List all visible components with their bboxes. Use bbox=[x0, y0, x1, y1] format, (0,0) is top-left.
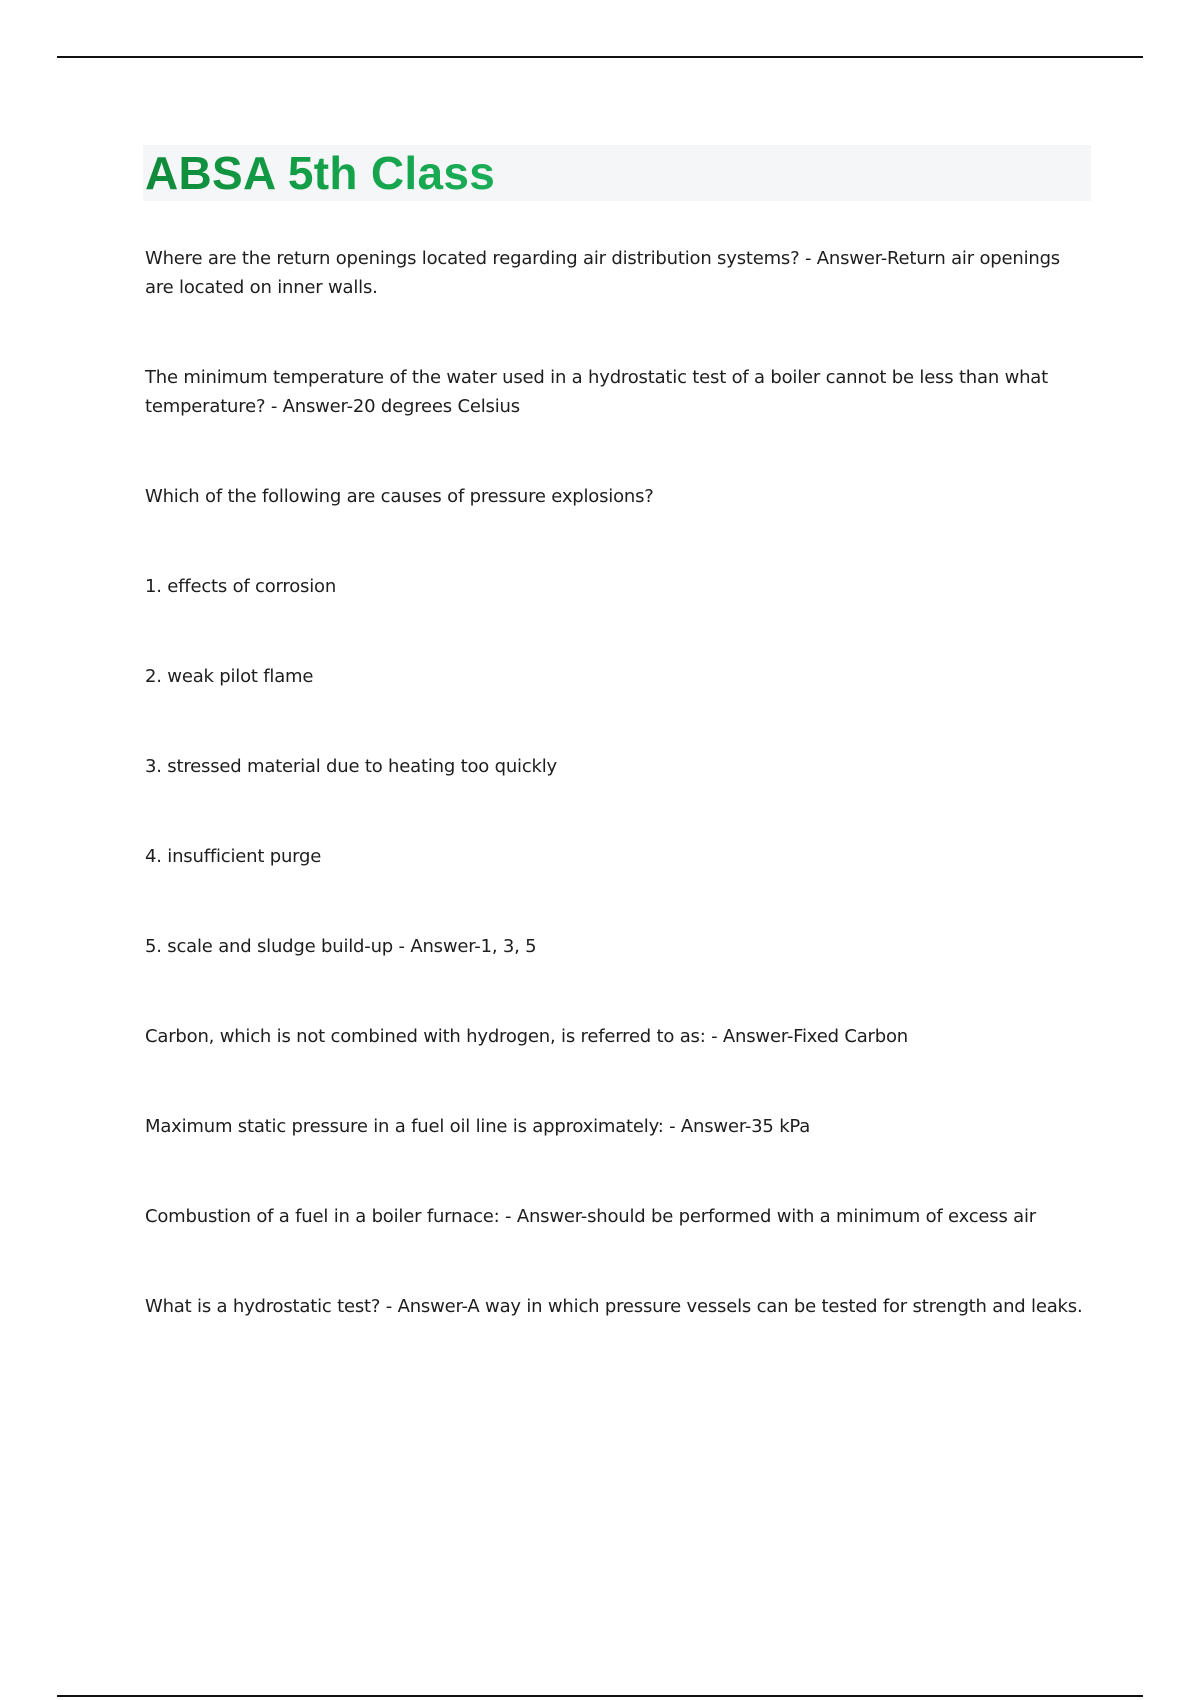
top-rule bbox=[57, 56, 1143, 58]
list-item: 1. effects of corrosion bbox=[145, 576, 337, 597]
list-item: 3. stressed material due to heating too quickly bbox=[145, 756, 558, 777]
bottom-rule bbox=[57, 1695, 1143, 1697]
qa-paragraph: Maximum static pressure in a fuel oil line is approximately: - Answer-35 kPa bbox=[145, 1116, 811, 1137]
list-item: 2. weak pilot flame bbox=[145, 666, 314, 687]
list-item: 4. insufficient purge bbox=[145, 846, 322, 867]
qa-paragraph: Which of the following are causes of pressure explosions? bbox=[145, 486, 654, 507]
document-title: ABSA 5th Class bbox=[145, 143, 495, 203]
list-item: 5. scale and sludge build-up - Answer-1, 3, 5 bbox=[145, 936, 537, 957]
qa-paragraph: Carbon, which is not combined with hydrogen, is referred to as: - Answer-Fixed Carbon bbox=[145, 1026, 908, 1047]
qa-paragraph: Where are the return openings located regarding air distribution systems? - Answer-Return air openings are located on inner walls. bbox=[145, 248, 1060, 298]
qa-paragraph: The minimum temperature of the water used in a hydrostatic test of a boiler cannot be less than what temperature? - Answer-20 degrees Celsius bbox=[145, 367, 1048, 417]
document-body bbox=[145, 244, 1091, 1321]
qa-paragraph: Combustion of a fuel in a boiler furnace: - Answer-should be performed with a minimum of excess air bbox=[145, 1206, 1037, 1227]
qa-paragraph: What is a hydrostatic test? - Answer-A way in which pressure vessels can be tested for strength and leaks. bbox=[145, 1296, 1083, 1317]
